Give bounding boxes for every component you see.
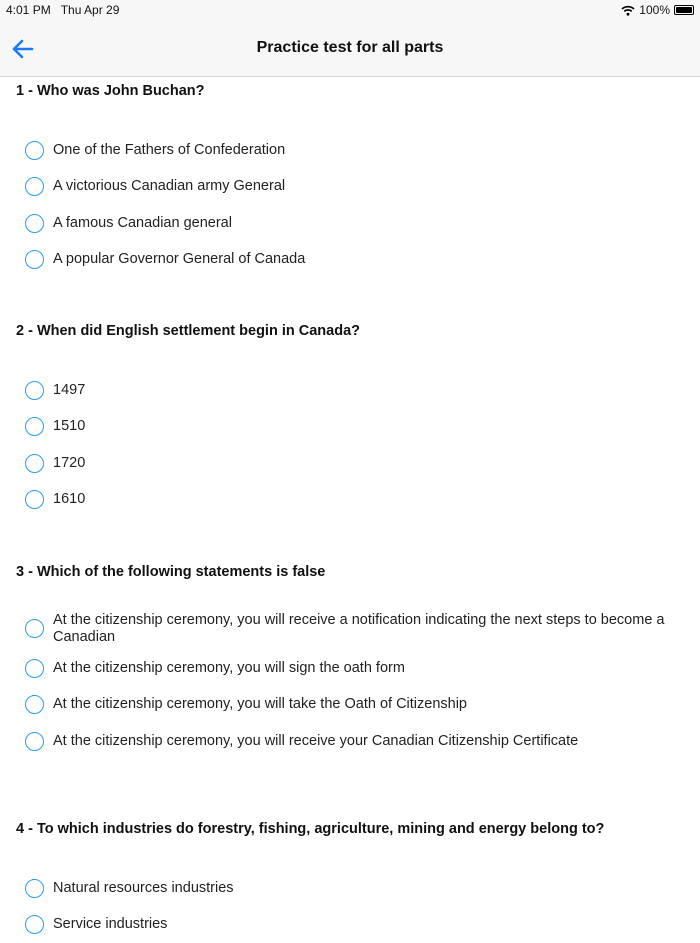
- page-title: Practice test for all parts: [0, 20, 700, 76]
- radio-button[interactable]: [25, 214, 44, 233]
- radio-button[interactable]: [25, 250, 44, 269]
- question-title: 3 - Which of the following statements is false: [0, 562, 700, 582]
- question-1: [0, 81, 700, 278]
- question-title: 4 - To which industries do forestry, fishing, agriculture, mining and energy belong to?: [0, 819, 700, 839]
- answer-option[interactable]: At the citizenship ceremony, you will sign the oath form: [0, 650, 700, 687]
- radio-button[interactable]: [25, 732, 44, 751]
- wifi-icon: [621, 5, 635, 16]
- answer-option[interactable]: 1610: [0, 482, 700, 519]
- radio-button[interactable]: [25, 490, 44, 509]
- battery-icon: [674, 5, 694, 15]
- answer-option[interactable]: 1720: [0, 445, 700, 482]
- answer-option[interactable]: A famous Canadian general: [0, 205, 700, 242]
- answer-option[interactable]: At the citizenship ceremony, you will receive your Canadian Citizenship Certificate: [0, 723, 700, 760]
- radio-button[interactable]: [25, 659, 44, 678]
- radio-button[interactable]: [25, 879, 44, 898]
- answer-option[interactable]: Service industries: [0, 907, 700, 943]
- answer-option[interactable]: 1510: [0, 409, 700, 446]
- question-2: [0, 321, 700, 518]
- answer-option[interactable]: A popular Governor General of Canada: [0, 242, 700, 279]
- radio-button[interactable]: [25, 141, 44, 160]
- answer-option[interactable]: Natural resources industries: [0, 870, 700, 907]
- radio-button[interactable]: [25, 417, 44, 436]
- question-title: 2 - When did English settlement begin in Canada?: [0, 321, 700, 341]
- battery-percent: 100%: [639, 3, 670, 17]
- radio-button[interactable]: [25, 915, 44, 934]
- question-3: [0, 562, 700, 760]
- radio-button[interactable]: [25, 695, 44, 714]
- answer-option[interactable]: A victorious Canadian army General: [0, 169, 700, 206]
- radio-button[interactable]: [25, 381, 44, 400]
- status-date: Thu Apr 29: [61, 3, 120, 17]
- answer-option[interactable]: 1497: [0, 372, 700, 409]
- radio-button[interactable]: [25, 619, 44, 638]
- answer-option[interactable]: At the citizenship ceremony, you will receive a notification indicating the next steps to become a Canadian: [0, 605, 700, 650]
- status-time: 4:01 PM: [6, 3, 51, 17]
- answer-option[interactable]: At the citizenship ceremony, you will take the Oath of Citizenship: [0, 687, 700, 724]
- question-4: [0, 819, 700, 943]
- navigation-bar: [0, 20, 700, 77]
- status-bar: [0, 0, 700, 20]
- answer-option[interactable]: One of the Fathers of Confederation: [0, 132, 700, 169]
- radio-button[interactable]: [25, 177, 44, 196]
- radio-button[interactable]: [25, 454, 44, 473]
- question-title: 1 - Who was John Buchan?: [0, 81, 700, 101]
